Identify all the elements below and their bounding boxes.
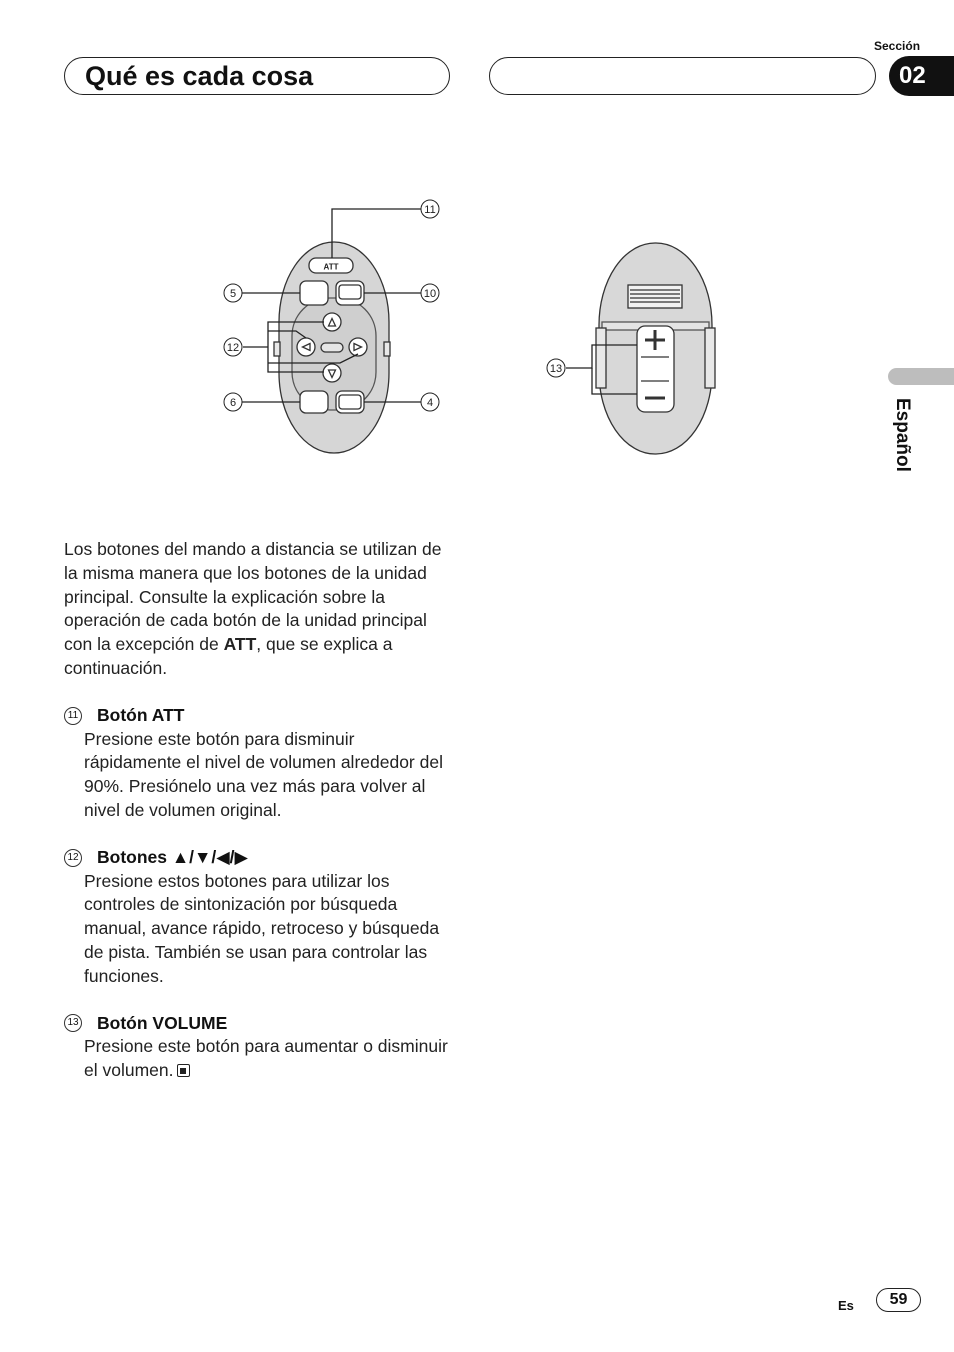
svg-text:11: 11 (424, 204, 436, 216)
remote-back-illustration (566, 243, 715, 454)
main-text (64, 538, 456, 1083)
intro-text-before: Los botones del mando a distancia se utilizan de la misma manera que los botones de la unidad principal. Consulte la explicación sobre la operación de cada botón de la unidad principal con la excepción de (64, 539, 442, 655)
callout-11 (421, 200, 439, 218)
item-description: Presione este botón para aumentar o disminuir el volumen. (84, 1036, 448, 1081)
remote-front-illustration (274, 242, 390, 453)
page-title: Qué es cada cosa (85, 61, 314, 91)
callout-6 (224, 393, 242, 411)
callout-10 (421, 284, 439, 302)
item-description: Presione estos botones para utilizar los controles de sintonización por búsqueda manual, avance rápido, retroceso y búsqueda de pista. También se usan para controlar las funciones. (84, 870, 440, 986)
end-of-section-icon (177, 1064, 190, 1077)
callout-4 (421, 393, 439, 411)
item-number: 11 (64, 707, 82, 725)
item-att (64, 704, 456, 823)
intro-text-after: , que se explica a continuación. (64, 634, 393, 678)
item-volume (64, 1012, 456, 1083)
item-heading: Botón VOLUME (97, 1012, 228, 1033)
language-label: Español (892, 398, 913, 472)
remote-control-figure (0, 0, 954, 520)
item-number: 12 (64, 849, 82, 867)
item-heading: Botón ATT (97, 704, 185, 725)
footer-language-code: Es (838, 1298, 854, 1313)
intro-paragraph (64, 538, 456, 681)
item-arrows (64, 846, 456, 989)
svg-text:12: 12 (226, 342, 240, 354)
svg-text:6: 6 (229, 397, 237, 409)
callout-markers (224, 200, 565, 411)
svg-text:13: 13 (549, 363, 563, 375)
intro-bold-att: ATT (223, 634, 257, 655)
svg-text:10: 10 (423, 288, 437, 300)
svg-text:5: 5 (229, 288, 237, 300)
att-button-label: ATT (323, 262, 339, 272)
section-number-badge: 02 (889, 56, 954, 96)
page-number: 59 (876, 1288, 921, 1312)
item-number: 13 (64, 1014, 82, 1032)
callout-12 (224, 338, 242, 356)
svg-text:4: 4 (426, 397, 434, 409)
item-description: Presione este botón para disminuir rápidamente el nivel de volumen alrededor del 90%. Presiónelo una vez más para volver al nivel de volumen original. (84, 728, 443, 820)
callout-5 (224, 284, 242, 302)
callout-13 (547, 359, 565, 377)
section-label: Sección (874, 39, 921, 53)
item-heading: Botones ▲/▼/◀/▶ (97, 846, 249, 867)
